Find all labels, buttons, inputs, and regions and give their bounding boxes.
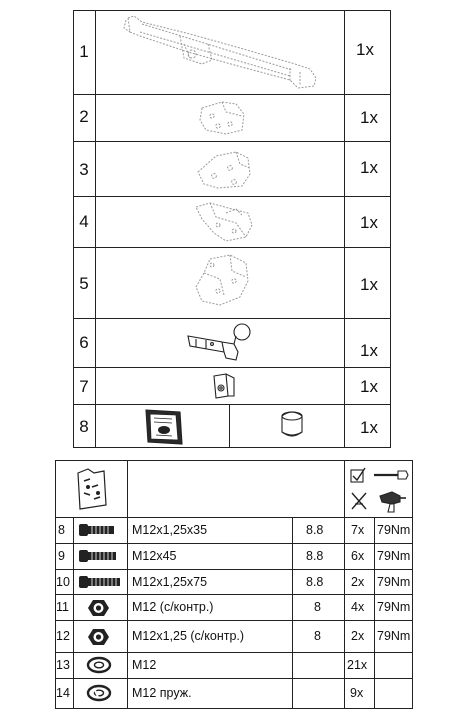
part-quantity: 1x (360, 108, 378, 127)
hardware-grade: 8.8 (306, 523, 324, 537)
tow-ball-neck-icon (182, 322, 260, 364)
bolt-icon (78, 549, 122, 563)
part-number: 8 (79, 417, 89, 436)
mounting-plate-icon (196, 98, 252, 138)
part-quantity: 1x (360, 341, 378, 360)
socket-bracket-icon (206, 370, 240, 402)
mounting-bracket-icon (190, 251, 256, 313)
part-quantity: 1x (356, 40, 374, 59)
hardware-description: M12 (с/контр.) (132, 600, 214, 614)
hardware-quantity: 4x (351, 600, 365, 614)
part-number: 6 (79, 333, 89, 352)
hardware-quantity: 2x (351, 575, 365, 589)
part-number: 1 (79, 42, 89, 61)
part-quantity: 1x (360, 213, 378, 232)
hardware-torque: 79Nm (377, 629, 411, 643)
mounting-bracket-icon (192, 199, 258, 245)
hardware-number: 14 (56, 686, 70, 700)
manual-icon (142, 406, 188, 446)
hardware-number: 8 (58, 523, 65, 537)
hardware-grade: 8 (314, 629, 321, 643)
part-quantity: 1x (360, 275, 378, 294)
hardware-description: M12x45 (132, 549, 177, 563)
hardware-quantity: 9x (350, 686, 364, 700)
wrench-icon (372, 468, 410, 482)
washer-icon (86, 656, 112, 674)
bolt-icon (78, 523, 122, 537)
hardware-number: 13 (56, 658, 70, 672)
hardware-torque: 79Nm (377, 600, 411, 614)
hardware-number: 10 (56, 575, 70, 589)
part-number: 7 (79, 377, 89, 396)
nut-icon (88, 598, 110, 618)
torque-wrench-icon (376, 488, 408, 514)
part-number: 4 (79, 212, 89, 231)
checklist-icon (349, 466, 367, 484)
cross-icon (349, 490, 369, 512)
hardware-number: 12 (56, 629, 70, 643)
hardware-number: 11 (56, 600, 69, 614)
hardware-torque: 79Nm (377, 523, 411, 537)
part-quantity: 1x (360, 158, 378, 177)
hardware-description: M12x1,25 (с/контр.) (132, 629, 245, 643)
hardware-quantity: 6x (351, 549, 365, 563)
hardware-grade: 8.8 (306, 549, 324, 563)
spring-washer-icon (86, 684, 112, 702)
hardware-quantity: 21x (347, 658, 368, 672)
bolt-icon (78, 575, 122, 589)
hardware-description: M12x1,25x35 (132, 523, 208, 537)
part-quantity: 1x (360, 418, 378, 437)
mounting-plate-icon (194, 146, 256, 192)
hardware-description: M12x1,25x75 (132, 575, 208, 589)
ball-cap-icon (276, 408, 308, 442)
hardware-torque: 79Nm (377, 549, 411, 563)
part-quantity: 1x (360, 377, 378, 396)
hardware-grade: 8 (314, 600, 321, 614)
hardware-description: M12 пруж. (132, 686, 192, 700)
hardware-quantity: 7x (351, 523, 365, 537)
part-number: 2 (79, 107, 89, 126)
hardware-quantity: 2x (351, 629, 365, 643)
part-number: 5 (79, 274, 89, 293)
hardware-number: 9 (58, 549, 65, 563)
tow-bar-crossbeam-icon (120, 14, 320, 92)
hardware-bag-icon (72, 465, 110, 513)
nut-icon (88, 627, 110, 647)
hardware-description: M12 (132, 658, 157, 672)
hardware-torque: 79Nm (377, 575, 411, 589)
part-number: 3 (79, 160, 89, 179)
hardware-grade: 8.8 (306, 575, 324, 589)
